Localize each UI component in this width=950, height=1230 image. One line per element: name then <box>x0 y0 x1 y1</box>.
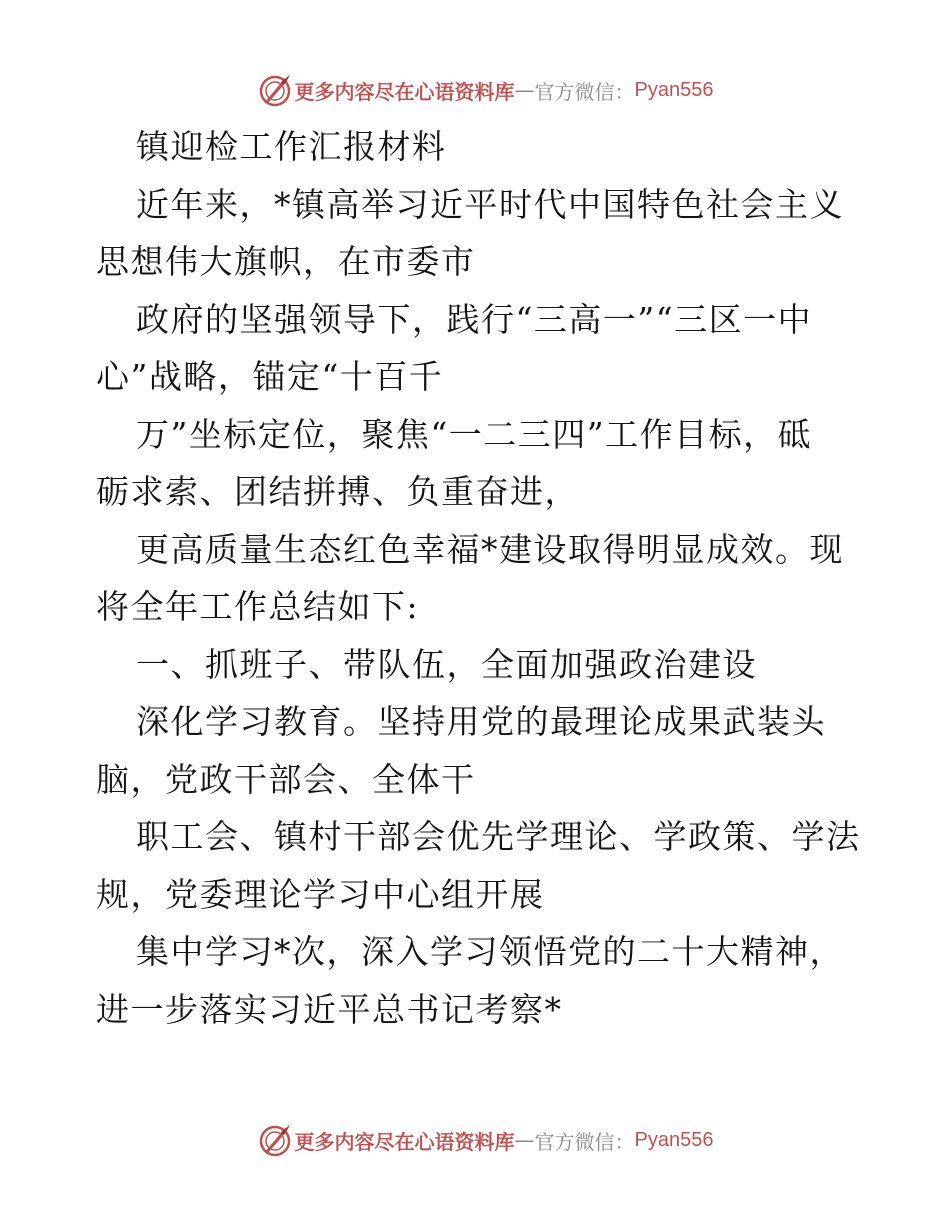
quill-pen-logo-icon <box>257 1122 293 1158</box>
paragraph-line: 心”战略，锚定“十百千 <box>96 357 444 396</box>
paragraph-line: 集中学习*次，深入学习领悟党的二十大精神， <box>136 932 844 971</box>
watermark-wechat-label: 官方微信： <box>534 1129 635 1154</box>
paragraph-line: 规，党委理论学习中心组开展 <box>96 874 545 914</box>
paragraph-line: 思想伟大旗帜，在市委市 <box>96 242 476 281</box>
section-heading: 一、抓班子、带队伍，全面加强政治建设 <box>136 644 757 684</box>
paragraph-line: 进一步落实习近平总书记考察* <box>96 989 563 1029</box>
watermark-wechat-id: Pyan556 <box>634 78 714 101</box>
watermark-site-text: 更多内容尽在心语资料库 <box>294 79 515 104</box>
paragraph-line: 更高质量生态红色幸福*建设取得明显成效。现 <box>136 529 844 569</box>
paragraph-line: 政府的坚强领导下，践行“三高一”“三区一中 <box>136 299 813 339</box>
header-watermark <box>0 70 950 110</box>
watermark-wechat-id: Pyan556 <box>634 1128 714 1151</box>
watermark-site-text: 更多内容尽在心语资料库 <box>294 1129 515 1154</box>
paragraph-line: 职工会、镇村干部会优先学理论、学政策、学法 <box>136 817 861 856</box>
paragraph-line: 砺求索、团结拼搏、负重奋进， <box>96 472 579 511</box>
document-body <box>96 118 861 1038</box>
footer-watermark-inner <box>257 1122 714 1158</box>
document-title: 镇迎检工作汇报材料 <box>136 127 447 166</box>
paragraph-line: 将全年工作总结如下: <box>96 587 420 626</box>
footer-watermark <box>0 1120 950 1160</box>
paragraph-line: 脑，党政干部会、全体干 <box>96 759 476 799</box>
header-watermark-inner <box>257 72 714 108</box>
paragraph-line: 深化学习教育。坚持用党的最理论成果武装头 <box>136 702 826 741</box>
watermark-dash: — <box>514 78 535 102</box>
watermark-dash: — <box>514 1128 535 1152</box>
watermark-wechat-label: 官方微信： <box>534 79 635 104</box>
paragraph-line: 万”坐标定位，聚焦“一二三四”工作目标，砥 <box>136 414 813 454</box>
paragraph-line: 近年来，*镇高举习近平时代中国特色社会主义 <box>136 184 844 224</box>
quill-pen-logo-icon <box>257 72 293 108</box>
